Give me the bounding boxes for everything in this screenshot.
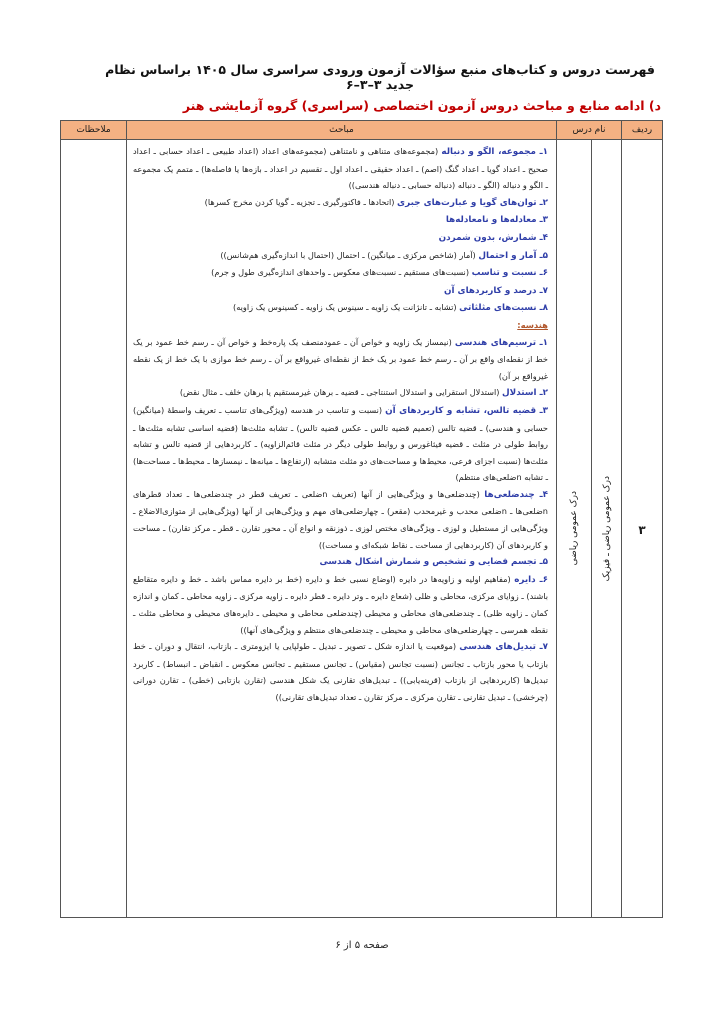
geometry-item bbox=[133, 571, 548, 638]
topic-body: (اتحادها ـ فاکتورگیری ـ تجزیه ـ گویا کردن مخرج کسرها) bbox=[204, 196, 398, 207]
row-number: ۳ bbox=[638, 523, 646, 537]
header-course-name: نام درس bbox=[557, 121, 622, 140]
table-row bbox=[61, 140, 663, 918]
topic-heading: ۷ـ درصد و کاربردهای آن bbox=[443, 285, 548, 296]
row-number-cell bbox=[622, 140, 663, 918]
geometry-item bbox=[133, 486, 548, 553]
topic-heading: ۳ـ قضیه تالس، تشابه و کاربردهای آن bbox=[385, 405, 548, 416]
topic-item bbox=[133, 211, 548, 229]
topic-body: (موقعیت یا اندازه شکل ـ تصویر ـ تبدیل ـ طولپایی یا ایزومتری ـ بازتاب، انتقال و دوران ـ خط بازتاب یا محور بازتاب ـ تجانس (نسبت تجانس (مقیاس) ـ تجانس مستقیم ـ تجانس معکوس ـ انقباض ـ انبساط) ـ کاربرد تبدیل‌ها (کاربردهایی از بازتاب (قرینه‌یابی)) ـ تبدیل‌های تقارنی یک شکل هندسی (تقارن بازتابی (خطی) ـ تقارن دورانی (چرخشی) ـ تبدیل تقارنی ـ تقارن مرکزی ـ مرکز تقارن ـ تعداد تبدیل‌های تقارنی)) bbox=[133, 641, 548, 702]
page-number: صفحه ۵ از ۶ bbox=[335, 940, 389, 951]
topic-body: (مجموعه‌های متناهی و نامتناهی (مجموعه‌های اعداد (اعداد طبیعی ـ اعداد حسابی ـ اعداد صحیح ـ اعداد گویا ـ اعداد گنگ (اصم) ـ اعداد حقیقی ـ اعداد اول ـ تقسیم در اعداد ـ بازه‌ها یا فاصله‌ها) ـ متمم یک مجموعه ـ الگو و دنباله (الگو ـ دنباله (دنباله حسابی ـ دنباله هندسی)) bbox=[133, 146, 548, 191]
topic-body: (نسبت‌های مستقیم ـ نسبت‌های معکوس ـ واحدهای اندازه‌گیری طول و جرم) bbox=[211, 267, 472, 278]
topic-body: (نیمساز یک زاویه و خواص آن ـ عمودمنصف یک پاره‌خط و خواص آن ـ رسم خط عمود بر یک خط از نقطه‌ای واقع بر آن ـ رسم خط عمود بر یک خط از نقطه‌ای غیرواقع بر آن ـ رسم خط موازی با یک خط از یک نقطه غیرواقع بر آن) bbox=[133, 336, 548, 381]
course-general-cell bbox=[592, 140, 622, 918]
topic-item bbox=[133, 143, 548, 194]
topic-item bbox=[133, 247, 548, 265]
topic-item bbox=[133, 282, 548, 300]
topic-heading: ۱ـ مجموعه، الگو و دنباله bbox=[441, 147, 548, 157]
header-topics: مباحث bbox=[127, 121, 557, 140]
topic-item bbox=[133, 299, 548, 317]
topic-heading: ۴ـ چندضلعی‌ها bbox=[484, 489, 548, 500]
topics-cell bbox=[127, 140, 557, 918]
course-general-name: درک عمومی ریاضی ـ فیزیک bbox=[601, 475, 612, 582]
topic-heading: ۸ـ نسبت‌های مثلثاتی bbox=[459, 303, 548, 314]
topic-body: (مفاهیم اولیه و زاویه‌ها در دایره (اوضاع نسبی خط و دایره (خط بر دایره مماس باشد ـ خط و دایره متقاطع باشند) ـ زوایای مرکزی، محاطی و ظلی (شعاع دایره ـ وتر دایره ـ قطر دایره ـ زاویه مرکزی ـ زاویه محاطی ـ کمان و اندازه کمان ـ زاویه ظلی) ـ چندضلعی‌های محاطی و محیطی (چندضلعی محاطی و محیطی ـ دایره‌های محیطی و محاطی مثلث ـ نقطه همرسی ـ چهارضلعی‌های محاطی و محیطی ـ چندضلعی‌های منتظم و ویژگی‌های آنها)) bbox=[133, 573, 548, 635]
topic-body: (تشابه ـ تانژانت یک زاویه ـ سینوس یک زاویه ـ کسینوس یک زاویه) bbox=[233, 302, 460, 313]
table-header-row bbox=[61, 121, 663, 140]
topics-list bbox=[127, 140, 556, 708]
geometry-item bbox=[133, 384, 548, 402]
topic-heading: ۶ـ نسبت و تناسب bbox=[471, 268, 548, 279]
geometry-item bbox=[133, 553, 548, 571]
topic-body: (استدلال استقرایی و استدلال استنتاجی ـ قضیه ـ برهان غیرمستقیم یا برهان خلف ـ مثال نقض) bbox=[179, 387, 503, 398]
topic-item bbox=[133, 194, 548, 212]
topic-heading: ۷ـ تبدیل‌های هندسی bbox=[459, 642, 548, 653]
topic-heading: ۳ـ معادله‌ها و نامعادله‌ها bbox=[445, 215, 548, 226]
syllabus-table bbox=[60, 120, 663, 918]
topic-heading: ۲ـ توان‌های گویا و عبارت‌های جبری bbox=[397, 197, 548, 208]
topic-heading: ۶ـ دایره bbox=[514, 574, 548, 585]
geometry-item bbox=[133, 638, 548, 705]
course-sub-cell bbox=[557, 140, 592, 918]
section-label-row bbox=[133, 317, 548, 334]
geometry-item bbox=[133, 402, 548, 486]
topic-heading: ۲ـ استدلال bbox=[502, 388, 548, 399]
notes-cell bbox=[61, 140, 127, 918]
geometry-section-label: هندسه: bbox=[517, 319, 548, 330]
topic-body: (آمار (شاخص مرکزی ـ میانگین) ـ احتمال (احتمال با اندازه‌گیری هم‌شانس)) bbox=[220, 249, 479, 260]
topic-heading: ۱ـ ترسیم‌های هندسی bbox=[454, 337, 548, 348]
topic-heading: ۵ـ تجسم فضایی و تشخیص و شمارش اشکال هندسی bbox=[319, 557, 548, 568]
topic-body: (چندضلعی‌ها و ویژگی‌هایی از آنها (تعریف n‌ضلعی ـ تعریف قطر در چندضلعی‌ها ـ تعداد قطرهای n‌ضلعی‌ها ـ n‌ضلعی محدب و غیرمحدب (مقعر) ـ چهارضلعی‌های مهم و ویژگی‌هایی از آنها (ویژگی‌هایی از متوازی‌الاضلاع ـ ویژگی‌هایی از مستطیل و لوزی ـ ویژگی‌های مختص لوزی ـ ذوزنقه و انواع آن ـ محور تقارن ـ قطر ـ مرکز تقارن) ـ مساحت و کاربردهای آن (کاربردهایی از مساحت ـ نقاط شبکه‌ای و مساحت)) bbox=[133, 488, 548, 550]
topic-body: (نسبت و تناسب در هندسه (ویژگی‌های تناسب ـ تعریف واسطهٔ (میانگین) حسابی و هندسی) ـ قضیه تالس (تعمیم قضیه تالس ـ عکس قضیه تالس) ـ تشابه مثلث‌ها (قضیه اساسی تشابه مثلث‌ها ـ روابط طولی در مثلث ـ قضیه فیثاغورس و روابط طولی دیگر در مثلث قائم‌الزاویه) ـ کاربردهایی از قضیه تالس و تشابه مثلث‌ها (نسبت اجزای فرعی، محیط‌ها و مساحت‌های دو مثلث متشابه (ارتفاع‌ها ـ میانه‌ها ـ نیمسازها ـ محیط‌ها ـ مساحت‌ها) ـ تشابه n‌ضلعی‌های منتظم) bbox=[133, 404, 548, 483]
topic-item bbox=[133, 264, 548, 282]
topic-heading: ۴ـ شمارش، بدون شمردن bbox=[438, 232, 548, 243]
topic-heading: ۵ـ آمار و احتمال bbox=[478, 250, 548, 261]
header-row-number: ردیف bbox=[622, 121, 663, 140]
section-subtitle: د) ادامه منابع و مباحث دروس آزمون اختصاصی (سراسری) گروه آزمایشی هنر bbox=[182, 98, 661, 113]
course-sub-name: درک عمومی ریاضی bbox=[569, 491, 579, 566]
topic-item bbox=[133, 229, 548, 247]
header-notes: ملاحظات bbox=[61, 121, 127, 140]
geometry-item bbox=[133, 334, 548, 385]
document-title: فهرست دروس و کتاب‌های منبع سؤالات آزمون ورودی سراسری سال ۱۴۰۵ براساس نظام جدید ۳–۳–۶ bbox=[105, 62, 655, 92]
